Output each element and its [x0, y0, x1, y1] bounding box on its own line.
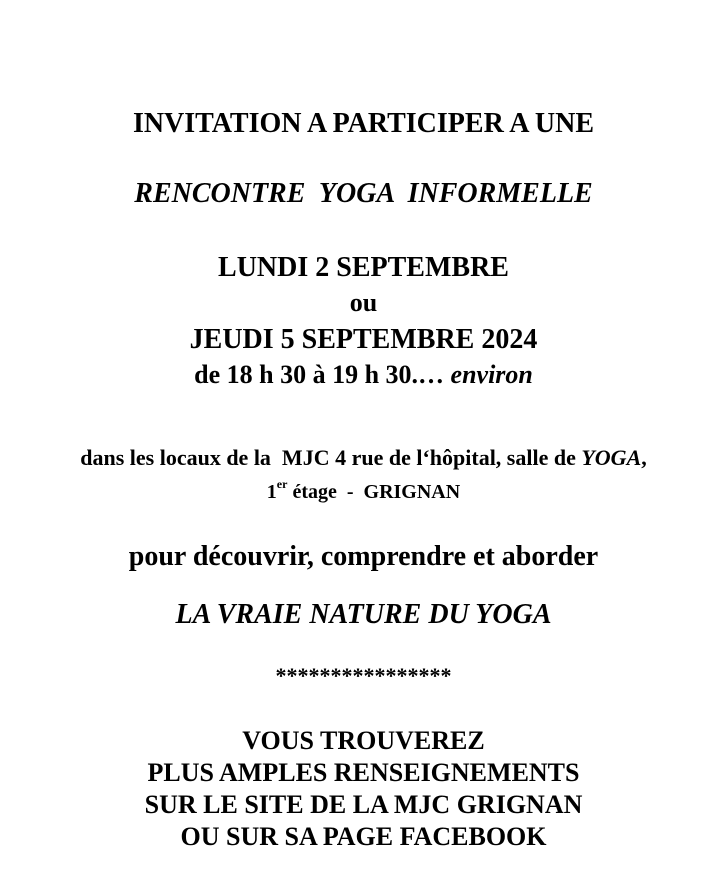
- heading: INVITATION A PARTICIPER A UNE: [132, 108, 595, 139]
- or-word: ou: [349, 288, 378, 317]
- time-main: de 18 h 30 à 19 h 30.…: [194, 360, 451, 389]
- theme: LA VRAIE NATURE DU YOGA: [175, 599, 552, 630]
- purpose: pour découvrir, comprendre et aborder: [128, 541, 599, 572]
- event-name: RENCONTRE YOGA INFORMELLE: [134, 178, 593, 209]
- date-2: JEUDI 5 SEPTEMBRE 2024: [189, 324, 538, 355]
- location-yoga: YOGA: [581, 445, 642, 470]
- info-line-3: SUR LE SITE DE LA MJC GRIGNAN: [144, 790, 583, 819]
- location-line-2: [0, 477, 727, 503]
- floor-rest: étage - GRIGNAN: [287, 481, 461, 503]
- time-suffix: environ: [450, 360, 533, 389]
- separator: ****************: [275, 663, 452, 688]
- info-line-4: OU SUR SA PAGE FACEBOOK: [180, 822, 547, 851]
- location-text: dans les locaux de la MJC 4 rue de l‘hôpital, salle de: [80, 445, 582, 470]
- date-1: LUNDI 2 SEPTEMBRE: [218, 252, 509, 283]
- location-line-1: [0, 447, 727, 469]
- info-line-2: PLUS AMPLES RENSEIGNEMENTS: [147, 758, 580, 787]
- time-range: [0, 362, 727, 388]
- floor-superscript: er: [276, 477, 288, 491]
- location-comma: ,: [641, 445, 647, 470]
- floor-number: 1: [266, 481, 277, 503]
- info-line-1: VOUS TROUVEREZ: [242, 726, 485, 755]
